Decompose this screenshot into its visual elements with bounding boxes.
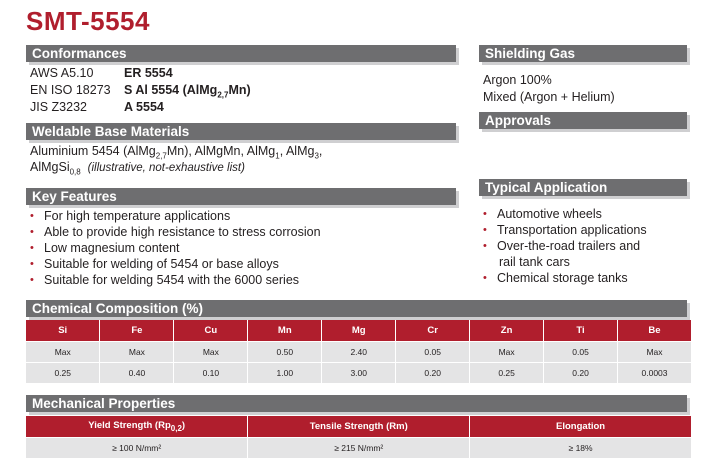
column-header-yield: Yield Strength $(Rp_{0,2})$ (26, 416, 248, 437)
table-cell: 0.25 (470, 362, 544, 383)
column-header: Fe (100, 320, 174, 341)
table-cell: 0.40 (100, 362, 174, 383)
table-cell: 2.40 (322, 341, 396, 362)
approvals-heading: Approvals (479, 112, 687, 129)
column-header: Si (26, 320, 100, 341)
table-row (26, 362, 692, 383)
shielding-gas-heading: Shielding Gas (479, 45, 687, 62)
table-row (26, 437, 692, 458)
table-row (26, 341, 692, 362)
key-features-heading: Key Features (26, 188, 456, 205)
table-header-row (26, 416, 692, 437)
column-header: Mn (248, 320, 322, 341)
standard-value: A 5554 (124, 100, 164, 114)
table-cell: ≥ 100 N/mm² (26, 437, 248, 458)
key-features-list (28, 208, 321, 288)
illustrative-note: (illustrative, not-exhaustive list) (87, 162, 245, 174)
table-cell: 3.00 (322, 362, 396, 383)
column-header: Cr (396, 320, 470, 341)
list-item: • Over-the-road trailers and (481, 238, 647, 254)
conformance-row-jis (30, 100, 164, 114)
list-item: • Suitable for welding 5454 with the 6000 series (28, 272, 321, 288)
conformance-row-en-iso (30, 83, 251, 100)
conformance-row-aws (30, 66, 173, 80)
shielding-gas-item: Argon 100% (483, 73, 552, 87)
column-header-elongation: Elongation (470, 416, 692, 437)
table-cell: Max (618, 341, 692, 362)
standard-value: S Al 5554 (AlMg$_{2,7}$Mn) (124, 83, 251, 100)
base-materials-line-1: Aluminium 5454 (AlMg$_{2,7}$Mn), AlMgMn, AlMg$_1$, AlMg$_3$, (30, 144, 323, 161)
standard-label: JIS Z3232 (30, 100, 87, 114)
table-cell: 0.0003 (618, 362, 692, 383)
list-item: • Low magnesium content (28, 240, 321, 256)
typical-application-heading: Typical Application (479, 179, 687, 196)
table-cell: 1.00 (248, 362, 322, 383)
table-cell: Max (100, 341, 174, 362)
table-cell: ≥ 18% (470, 437, 692, 458)
chemical-composition-table (26, 320, 692, 383)
list-item: • Automotive wheels (481, 206, 647, 222)
table-cell: 0.20 (396, 362, 470, 383)
column-header: Zn (470, 320, 544, 341)
list-item-continuation: rail tank cars (499, 255, 570, 269)
table-cell: 0.25 (26, 362, 100, 383)
table-header-row (26, 320, 692, 341)
list-item: • Able to provide high resistance to stress corrosion (28, 224, 321, 240)
list-item: • Chemical storage tanks (481, 270, 647, 286)
mechanical-properties-table (26, 416, 692, 458)
table-cell: 0.10 (174, 362, 248, 383)
table-cell: 0.50 (248, 341, 322, 362)
table-cell: 0.20 (544, 362, 618, 383)
shielding-gas-item: Mixed (Argon + Helium) (483, 90, 615, 104)
mechanical-properties-heading: Mechanical Properties (26, 395, 687, 412)
standard-label: EN ISO 18273 (30, 83, 111, 97)
list-item: • Suitable for welding of 5454 or base alloys (28, 256, 321, 272)
table-cell: 0.05 (544, 341, 618, 362)
typical-application-list (481, 206, 647, 286)
table-cell: 0.05 (396, 341, 470, 362)
table-cell: Max (26, 341, 100, 362)
column-header-tensile: Tensile Strength (Rm) (248, 416, 470, 437)
base-materials-line-2: AlMgSi$_{0,8}$ (illustrative, not-exhaustive list) (30, 160, 245, 177)
list-item: • Transportation applications (481, 222, 647, 238)
conformances-heading: Conformances (26, 45, 456, 62)
table-cell: Max (174, 341, 248, 362)
column-header: Be (618, 320, 692, 341)
column-header: Cu (174, 320, 248, 341)
column-header: Ti (544, 320, 618, 341)
standard-label: AWS A5.10 (30, 66, 94, 80)
standard-value: ER 5554 (124, 66, 173, 80)
base-materials-heading: Weldable Base Materials (26, 123, 456, 140)
table-cell: Max (470, 341, 544, 362)
chemical-composition-heading: Chemical Composition (%) (26, 300, 687, 317)
table-cell: ≥ 215 N/mm² (248, 437, 470, 458)
column-header: Mg (322, 320, 396, 341)
page-title: SMT-5554 (26, 6, 150, 36)
list-item: • For high temperature applications (28, 208, 321, 224)
